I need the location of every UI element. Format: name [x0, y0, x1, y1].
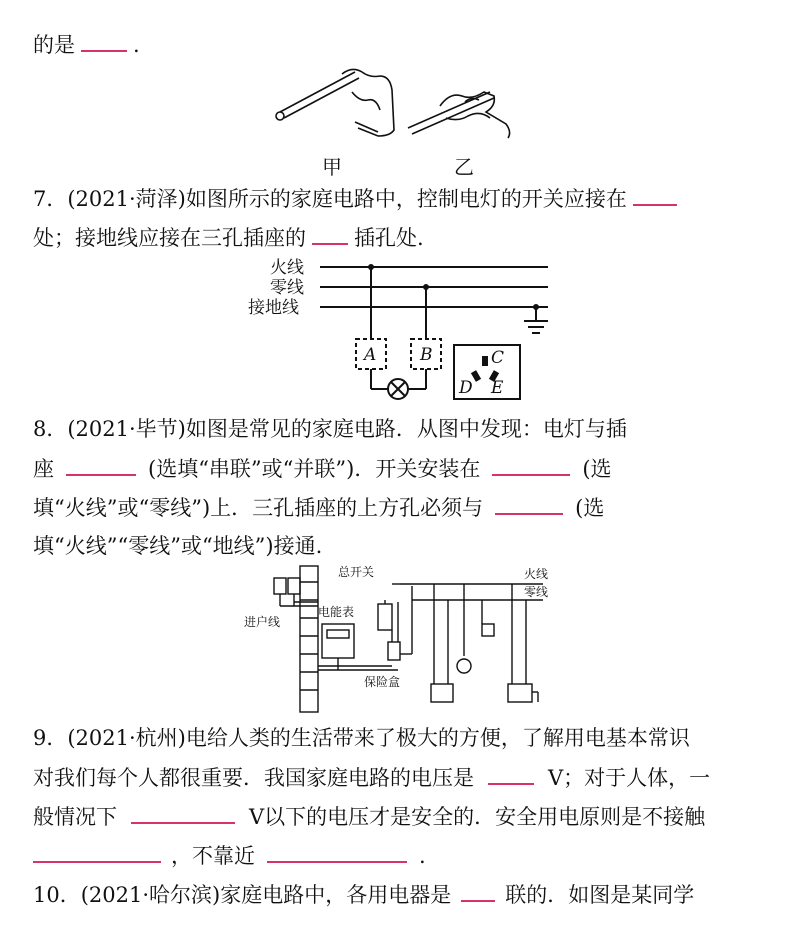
q7-line2	[33, 223, 424, 252]
q9-text7: .	[419, 844, 426, 868]
q8-text5: 填“火线”或“零线”)上．三孔插座的上方孔必须与	[33, 496, 484, 520]
two-hole-socket	[431, 684, 453, 702]
q9-text6: ，不靠近	[171, 844, 255, 868]
meter-label: 电能表	[318, 605, 355, 619]
q8-line2	[33, 454, 612, 483]
entry-label: 进户线	[244, 615, 281, 629]
answer-blank[interactable]	[488, 763, 534, 785]
top-line	[33, 30, 140, 59]
q8-text4: (选	[582, 457, 612, 481]
answer-blank[interactable]	[312, 223, 348, 245]
fig1-label-b: 乙	[454, 155, 474, 179]
q8-line1	[33, 415, 627, 443]
q8-text3: (选填“串联”或“并联”)．开关安装在	[148, 457, 481, 481]
q8-line3	[33, 493, 604, 522]
q9-text4: 般情况下	[33, 805, 117, 829]
energy-meter	[322, 624, 354, 658]
label-a: A	[364, 345, 377, 365]
answer-blank[interactable]	[267, 841, 407, 863]
q8-text6: (选	[575, 496, 605, 520]
test-pen-b-drawing	[408, 92, 510, 138]
q7-text3: 插孔处.	[354, 226, 424, 250]
zero-wire-label: 零线	[270, 278, 304, 298]
q9-line1	[33, 724, 690, 752]
answer-blank[interactable]	[81, 30, 127, 52]
label-c: C	[491, 348, 505, 368]
q9-text2: 对我们每个人都很重要．我国家庭电路的电压是	[33, 766, 474, 790]
q9-text5: V以下的电压才是安全的．安全用电原则是不接触	[249, 805, 706, 829]
fuse-box	[388, 642, 400, 660]
answer-blank[interactable]	[461, 880, 495, 902]
q8-text2: 座	[33, 457, 54, 481]
top-prefix: 的是	[33, 33, 75, 57]
main-switch	[378, 604, 392, 630]
answer-blank[interactable]	[633, 184, 677, 206]
q10-text2: 联的．如图是某同学	[505, 883, 695, 907]
answer-blank[interactable]	[33, 841, 161, 863]
household-wiring-figure	[238, 562, 556, 714]
q8-text1: 8．(2021·毕节)如图是常见的家庭电路．从图中发现：电灯与插	[33, 417, 627, 441]
main-switch-label: 总开关	[338, 565, 375, 579]
q10-line1	[33, 880, 694, 909]
test-pen-a-drawing	[276, 69, 394, 136]
fire-wire-label: 火线	[270, 258, 304, 278]
three-hole-socket	[508, 684, 532, 702]
q9-line4	[33, 841, 426, 870]
q7-line1	[33, 184, 683, 213]
bulb	[457, 659, 471, 673]
ground-wire-label: 接地线	[248, 298, 299, 318]
answer-blank[interactable]	[495, 493, 563, 515]
top-suffix: .	[133, 33, 140, 57]
q8-text7: 填“火线”“零线”或“地线”)接通.	[33, 534, 323, 558]
answer-blank[interactable]	[131, 802, 235, 824]
label-d: D	[459, 378, 473, 398]
label-b: B	[420, 345, 433, 365]
test-pen-figure	[260, 62, 530, 180]
q10-text1: 10．(2021·哈尔滨)家庭电路中，各用电器是	[33, 883, 452, 907]
q7-text2: 处；接地线应接在三孔插座的	[33, 226, 306, 250]
label-e: E	[491, 378, 504, 398]
answer-blank[interactable]	[66, 454, 136, 476]
q8-line4	[33, 532, 322, 560]
q9-line2	[33, 763, 710, 792]
q7-text1: 7．(2021·菏泽)如图所示的家庭电路中，控制电灯的开关应接在	[33, 187, 627, 211]
fuse-label: 保险盒	[364, 675, 401, 689]
q9-text1: 9．(2021·杭州)电给人类的生活带来了极大的方便，了解用电基本常识	[33, 726, 690, 750]
wall-switch	[482, 624, 494, 636]
q9-line3	[33, 802, 705, 831]
answer-blank[interactable]	[492, 454, 570, 476]
circuit-figure	[240, 255, 560, 405]
zero-label: 零线	[524, 585, 549, 599]
fire-label: 火线	[524, 567, 549, 581]
fig1-label-a: 甲	[322, 155, 342, 179]
insulator	[274, 578, 286, 594]
q9-text3: V；对于人体，一	[548, 766, 711, 790]
